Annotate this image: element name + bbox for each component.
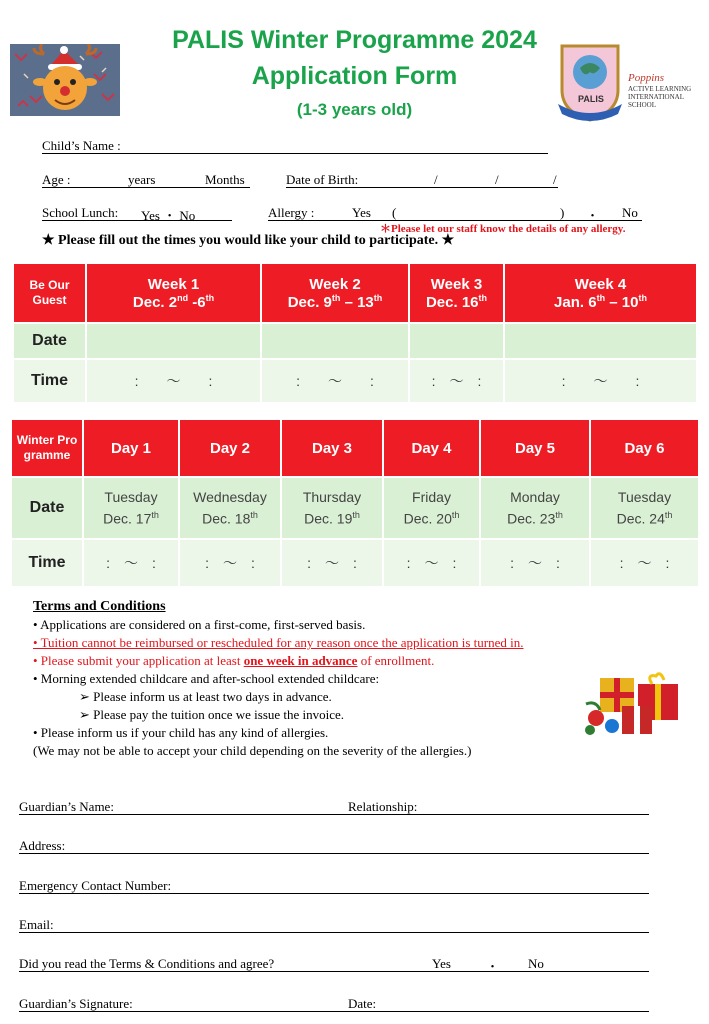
allergy-no[interactable]: No — [622, 205, 638, 220]
address-label: Address: — [19, 838, 66, 853]
terms-subitem: ➢ Please inform us at least two days in advance. — [79, 689, 332, 704]
school-lunch-label: School Lunch: — [42, 205, 119, 220]
week-title: Week 1 — [147, 275, 200, 293]
week-title: Week 3 — [430, 275, 483, 293]
email-label: Email: — [19, 917, 54, 932]
day-weekday: Friday — [412, 489, 451, 506]
week-dates: Jan. 6th – 10th — [554, 292, 647, 311]
terms-section — [33, 598, 653, 760]
age-range: (1-3 years old) — [296, 100, 413, 119]
day-date: Dec. 24th — [616, 510, 673, 527]
relationship-label: Relationship: — [348, 799, 418, 814]
allergy-note: ＊Please let our staff know the details of any allergy. — [380, 223, 626, 235]
winter-programme-label: Winter Programme — [11, 419, 83, 477]
instruction-text: ★ Please fill out the times you would like your child to participate. ★ — [42, 233, 455, 248]
agree-yes[interactable]: Yes — [432, 956, 451, 971]
day-weekday: Tuesday — [104, 489, 158, 506]
form-subtitle: Application Form — [251, 62, 458, 90]
day-header: Day 4 — [383, 419, 480, 477]
terms-item: • Please submit your application at least one week in advance of enrollment. — [33, 653, 435, 668]
day-date-cell[interactable] — [480, 477, 590, 539]
allergy-paren-close: ) — [560, 205, 565, 220]
week-header — [504, 263, 697, 323]
dob-separator: / — [495, 172, 499, 187]
week-time-cell[interactable]: : 〜 : — [86, 359, 261, 403]
day-date-cell[interactable] — [383, 477, 480, 539]
day-header: Day 6 — [590, 419, 699, 477]
emergency-contact-label: Emergency Contact Number: — [19, 878, 172, 893]
week-header — [86, 263, 261, 323]
week-title: Week 4 — [574, 275, 627, 293]
day-time-cell[interactable]: : 〜 : — [281, 539, 383, 587]
dob-field[interactable] — [286, 187, 558, 188]
terms-item: • Applications are considered on a first-come, first-served basis. — [33, 617, 366, 632]
week-dates: Dec. 9th – 13th — [287, 292, 383, 311]
day-date-cell[interactable] — [83, 477, 179, 539]
day-weekday: Tuesday — [617, 489, 672, 506]
time-row-label: Time — [11, 539, 83, 587]
day-date-cell[interactable] — [281, 477, 383, 539]
week-header — [409, 263, 504, 323]
week-date-cell[interactable] — [504, 323, 697, 359]
day-time-cell[interactable]: : 〜 : — [179, 539, 281, 587]
week-time-cell[interactable]: : 〜 : — [261, 359, 409, 403]
terms-item: (We may not be able to accept your child depending on the severity of the allergies.) — [33, 743, 472, 758]
allergy-dot: ・ — [586, 208, 600, 223]
terms-agree-label: Did you read the Terms & Conditions and agree? — [19, 956, 275, 971]
school-lunch-line — [42, 220, 232, 221]
week-title: Week 2 — [309, 275, 361, 293]
agree-dot: ・ — [486, 959, 500, 974]
day-date: Dec. 23th — [507, 510, 563, 527]
signature-date-label: Date: — [348, 996, 377, 1011]
day-date-cell[interactable] — [179, 477, 281, 539]
allergy-label: Allergy : — [268, 205, 315, 220]
date-row-label: Date — [11, 477, 83, 539]
winter-programme-table — [10, 418, 700, 588]
dob-separator: / — [434, 172, 438, 187]
logo-school-line1: ACTIVE LEARNING — [628, 85, 692, 93]
be-our-guest-label: Be Our Guest — [13, 263, 86, 323]
week-time-cell[interactable]: : 〜 : — [409, 359, 504, 403]
signature-label: Guardian’s Signature: — [19, 996, 133, 1011]
gift-boxes-image — [582, 664, 686, 738]
child-name-field[interactable] — [42, 153, 548, 154]
signature-field[interactable] — [19, 1011, 649, 1012]
day-weekday: Wednesday — [193, 489, 267, 506]
guardian-name-field[interactable] — [19, 814, 649, 815]
week-date-cell[interactable] — [409, 323, 504, 359]
time-row-label: Time — [13, 359, 86, 403]
terms-agree-line — [19, 971, 649, 972]
day-time-cell[interactable]: : 〜 : — [383, 539, 480, 587]
be-our-guest-table — [12, 262, 698, 404]
date-row-label: Date — [13, 323, 86, 359]
months-label: Months — [205, 172, 245, 187]
day-header: Day 1 — [83, 419, 179, 477]
years-label: years — [128, 172, 156, 187]
terms-item: • Morning extended childcare and after-school extended childcare: — [33, 671, 380, 686]
guardian-name-label: Guardian’s Name: — [19, 799, 114, 814]
school-lunch-options[interactable]: Yes ・ No — [141, 208, 196, 223]
day-date: Dec. 18th — [202, 510, 258, 527]
week-dates: Dec. 16th — [425, 292, 488, 311]
address-field[interactable] — [19, 853, 649, 854]
terms-item: • Tuition cannot be reimbursed or rescheduled for any reason once the application is turned in. — [33, 635, 524, 650]
palis-logo — [550, 42, 630, 124]
day-date-cell[interactable] — [590, 477, 699, 539]
age-label: Age : — [42, 172, 71, 187]
logo-text: PALIS — [578, 94, 604, 104]
email-field[interactable] — [19, 932, 649, 933]
week-dates: Dec. 2nd -6th — [132, 292, 215, 311]
dob-separator: / — [553, 172, 557, 187]
logo-school-line2: INTERNATIONAL SCHOOL — [628, 93, 684, 109]
day-time-cell[interactable]: : 〜 : — [480, 539, 590, 587]
day-header: Day 5 — [480, 419, 590, 477]
agree-no[interactable]: No — [528, 956, 544, 971]
day-header: Day 3 — [281, 419, 383, 477]
week-date-cell[interactable] — [261, 323, 409, 359]
child-name-label: Child’s Name : — [42, 138, 121, 153]
day-date: Dec. 17th — [103, 510, 159, 527]
terms-heading: Terms and Conditions — [33, 599, 166, 614]
emergency-contact-field[interactable] — [19, 893, 649, 894]
day-time-cell[interactable]: : 〜 : — [83, 539, 179, 587]
terms-subitem: ➢ Please pay the tuition once we issue the invoice. — [79, 707, 345, 722]
dob-label: Date of Birth: — [286, 172, 359, 187]
day-date: Dec. 19th — [304, 510, 360, 527]
logo-brand: Poppins — [628, 72, 665, 84]
day-date: Dec. 20th — [403, 510, 460, 527]
day-weekday: Thursday — [302, 489, 362, 506]
day-header: Day 2 — [179, 419, 281, 477]
form-title: PALIS Winter Programme 2024 — [172, 26, 537, 54]
day-weekday: Monday — [510, 489, 560, 506]
allergy-paren-open: ( — [392, 205, 397, 220]
allergy-yes[interactable]: Yes — [352, 205, 371, 220]
week-header — [261, 263, 409, 323]
terms-item: • Please inform us if your child has any kind of allergies. — [33, 725, 329, 740]
week-time-cell[interactable]: : 〜 : — [504, 359, 697, 403]
week-date-cell[interactable] — [86, 323, 261, 359]
day-time-cell[interactable]: : 〜 : — [590, 539, 699, 587]
